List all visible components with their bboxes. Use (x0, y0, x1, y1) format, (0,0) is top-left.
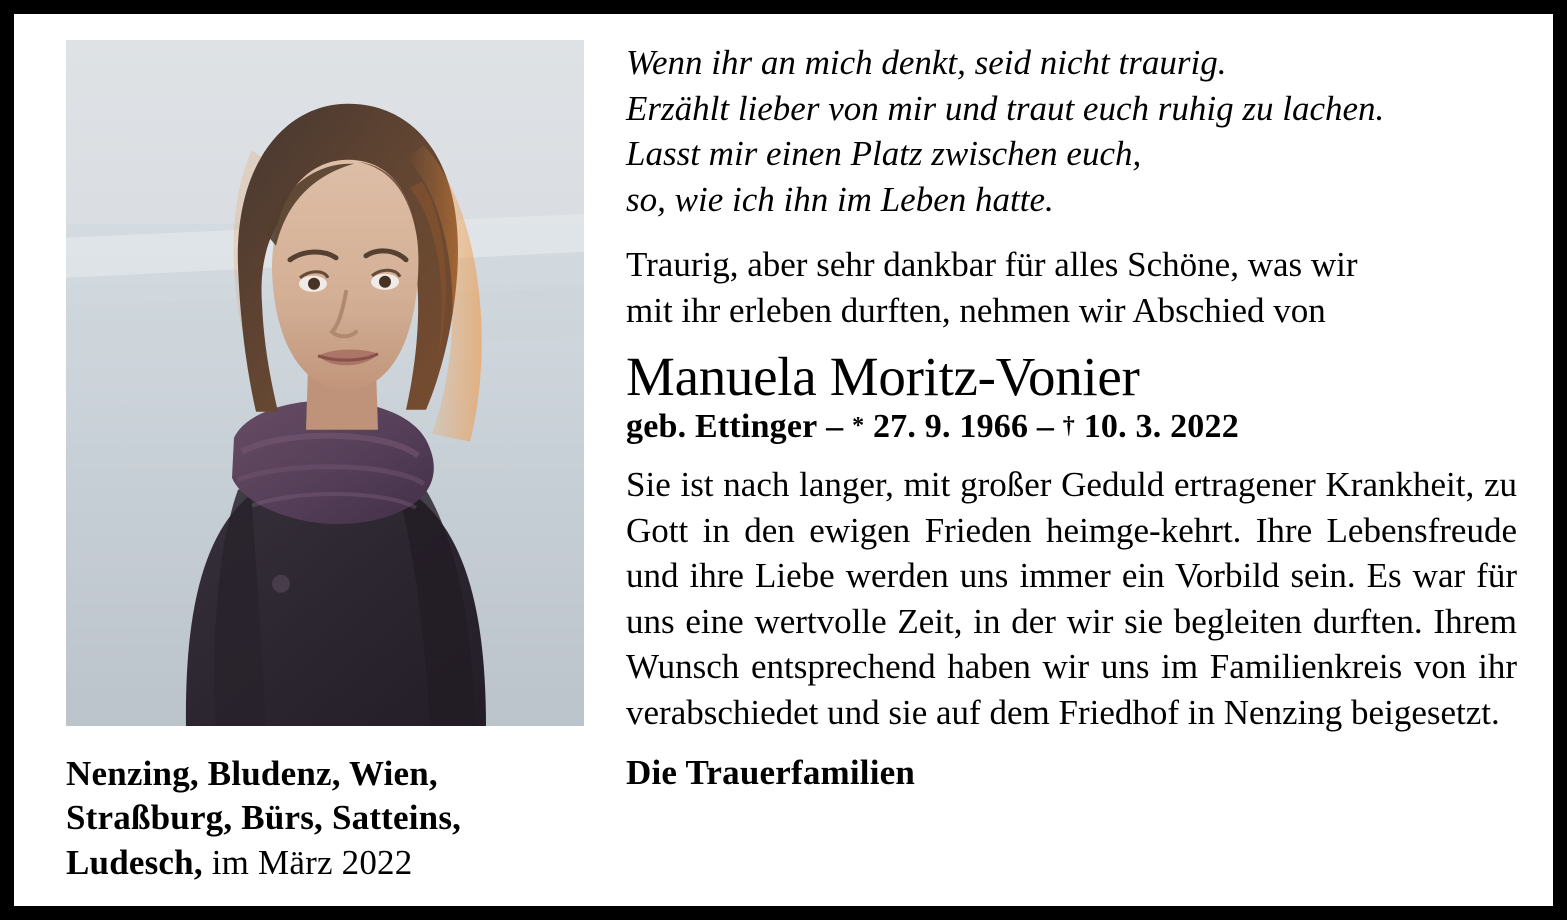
right-column (586, 40, 1517, 886)
death-date: 10. 3. 2022 (1083, 408, 1239, 446)
maiden-name: geb. Ettinger (626, 408, 818, 446)
obituary-body: Sie ist nach langer, mit großer Geduld ertragener Krankheit, zu Gott in den ewigen Frieden heimge-kehrt. Ihre Lebensfreude und ihre Liebe werden uns immer ein Vorbild sein. Es war für uns eine wertvolle Zeit, in der wir sie begleiten durften. Ihrem Wunsch entsprechend haben wir uns im Familienkreis von ihr verabschiedet und sie auf dem Friedhof in Nenzing beigesetzt. (626, 465, 1517, 732)
poem-line-2: Erzählt lieber von mir und traut euch ruhig zu lachen. (626, 88, 1385, 128)
portrait-illustration (66, 40, 584, 726)
location-places: Nenzing, Bludenz, Wien, Straßburg, Bürs, Satteins, Ludesch, (66, 753, 462, 883)
location-date: im März 2022 (202, 843, 413, 883)
intro-line-2: mit ihr erleben durften, nehmen wir Abschied von (626, 290, 1326, 330)
poem-line-3: Lasst mir einen Platz zwischen euch, (626, 134, 1142, 173)
intro-block (626, 242, 1517, 333)
notice-card (14, 14, 1553, 906)
signature-line: Die Trauerfamilien (626, 753, 916, 793)
left-column (66, 40, 586, 886)
cross-symbol-icon: † (1062, 413, 1075, 440)
dash-separator: – (817, 408, 853, 446)
poem-line-1: Wenn ihr an mich denkt, seid nicht traurig. (626, 43, 1227, 82)
poem-block (626, 40, 1517, 222)
poem-line-4: so, wie ich ihn im Leben hatte. (626, 179, 1054, 219)
deceased-name: Manuela Moritz-Vonier (626, 346, 1140, 407)
intro-line-1: Traurig, aber sehr dankbar für alles Schöne, was wir (626, 245, 1358, 284)
birth-symbol-icon: * (852, 413, 865, 440)
portrait-photo (66, 40, 584, 726)
location-line (66, 752, 586, 886)
name-dates-line (626, 408, 1517, 446)
dash-separator-2: – (1028, 408, 1063, 446)
birth-date: 27. 9. 1966 (872, 408, 1029, 446)
